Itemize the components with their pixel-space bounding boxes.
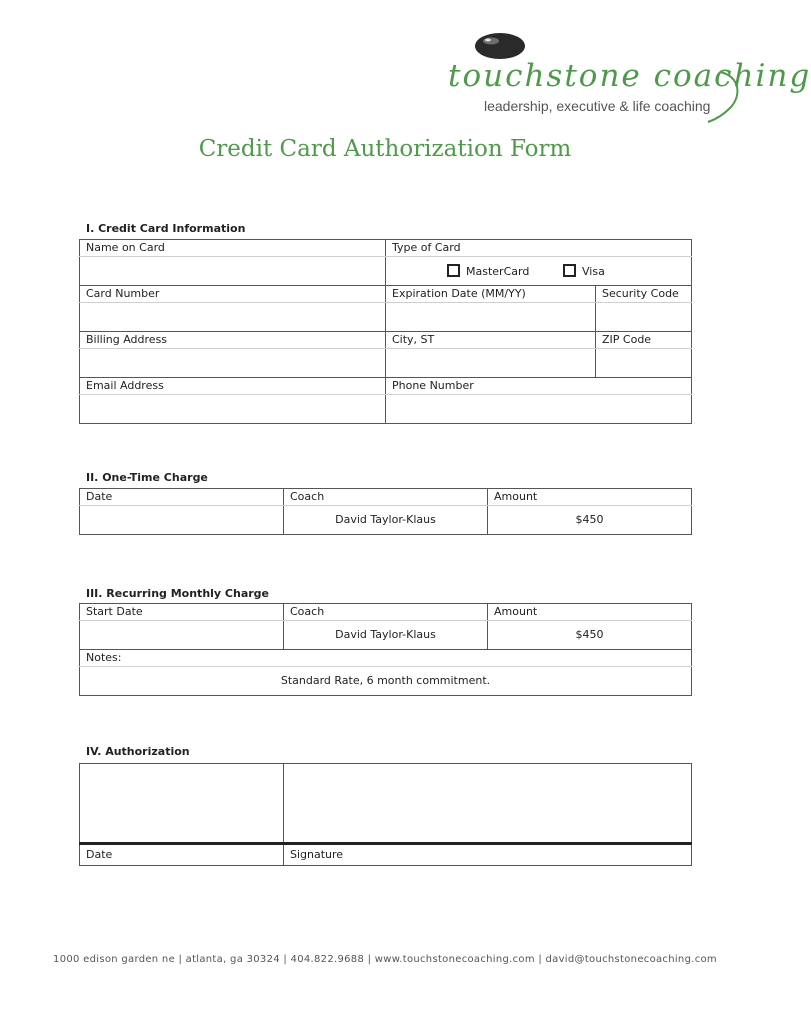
one-time-charge-table <box>79 488 692 535</box>
mastercard-option[interactable] <box>447 264 529 278</box>
date-field[interactable] <box>80 506 284 535</box>
signature-entry-field[interactable] <box>284 764 692 844</box>
visa-option[interactable] <box>563 264 605 278</box>
signature-label: Signature <box>284 844 692 866</box>
stone-logo-icon <box>474 30 526 60</box>
city-st-field[interactable] <box>386 349 596 378</box>
name-on-card-field[interactable] <box>80 257 386 286</box>
authorization-table <box>79 763 692 866</box>
section-heading-one-time: II. One-Time Charge <box>86 471 208 484</box>
page-title: Credit Card Authorization Form <box>198 136 572 162</box>
coach-label: Coach <box>284 604 488 621</box>
coach-value[interactable]: David Taylor-Klaus <box>284 621 488 650</box>
card-type-options <box>386 257 692 286</box>
auth-date-label: Date <box>80 844 284 866</box>
section-heading-card-info: I. Credit Card Information <box>86 222 246 235</box>
email-address-label: Email Address <box>80 378 386 395</box>
recurring-charge-table <box>79 603 692 696</box>
card-number-label: Card Number <box>80 286 386 303</box>
amount-label: Amount <box>488 604 692 621</box>
type-of-card-label: Type of Card <box>386 240 692 257</box>
security-code-label: Security Code <box>596 286 692 303</box>
logo-wordmark: touchstone coaching <box>448 58 811 94</box>
flourish-icon <box>690 62 750 126</box>
phone-number-label: Phone Number <box>386 378 692 395</box>
expiration-date-field[interactable] <box>386 303 596 332</box>
section-heading-authorization: IV. Authorization <box>86 745 190 758</box>
phone-number-field[interactable] <box>386 395 692 424</box>
card-info-table <box>79 239 692 424</box>
section-heading-recurring: III. Recurring Monthly Charge <box>86 587 270 600</box>
date-label: Date <box>80 489 284 506</box>
notes-label: Notes: <box>80 650 692 667</box>
zip-code-field[interactable] <box>596 349 692 378</box>
card-number-field[interactable] <box>80 303 386 332</box>
footer-contact: 1000 edison garden ne | atlanta, ga 30324 | 404.822.9688 | www.touchstonecoaching.com | david@touchstonecoaching.com <box>53 954 717 965</box>
coach-value[interactable]: David Taylor-Klaus <box>284 506 488 535</box>
billing-address-field[interactable] <box>80 349 386 378</box>
logo-tagline: leadership, executive & life coaching <box>484 98 711 114</box>
mastercard-label: MasterCard <box>466 265 530 278</box>
start-date-label: Start Date <box>80 604 284 621</box>
visa-checkbox[interactable] <box>563 264 576 277</box>
start-date-field[interactable] <box>80 621 284 650</box>
expiration-date-label: Expiration Date (MM/YY) <box>386 286 596 303</box>
date-entry-field[interactable] <box>80 764 284 844</box>
notes-value[interactable]: Standard Rate, 6 month commitment. <box>80 667 692 696</box>
coach-label: Coach <box>284 489 488 506</box>
amount-value[interactable]: $450 <box>488 621 692 650</box>
amount-value[interactable]: $450 <box>488 506 692 535</box>
visa-label: Visa <box>582 265 605 278</box>
zip-code-label: ZIP Code <box>596 332 692 349</box>
billing-address-label: Billing Address <box>80 332 386 349</box>
mastercard-checkbox[interactable] <box>447 264 460 277</box>
security-code-field[interactable] <box>596 303 692 332</box>
name-on-card-label: Name on Card <box>80 240 386 257</box>
amount-label: Amount <box>488 489 692 506</box>
city-st-label: City, ST <box>386 332 596 349</box>
email-address-field[interactable] <box>80 395 386 424</box>
